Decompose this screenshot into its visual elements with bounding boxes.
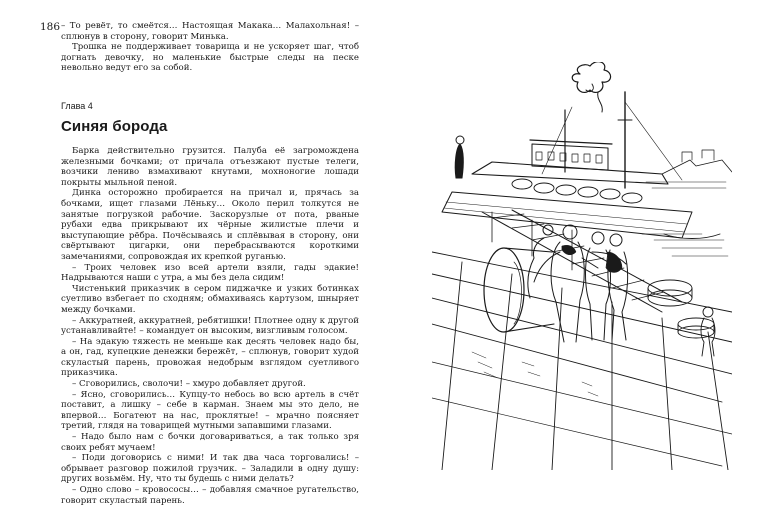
- body-paragraph: – На эдакую тяжесть не меньше как десять человек надо бы, а он, гад, купецкие денежки бережёт, – сплюнув, говорит худой скуластый парень, провожая недобрым взглядом суетливого приказчика.: [61, 336, 359, 379]
- body-paragraph: – Надо было нам с бочки договариваться, а так только зря своих ребят мучаем!: [61, 432, 359, 453]
- chapter-body: [61, 146, 359, 506]
- chapter-title: Синяя борода: [61, 118, 168, 135]
- body-paragraph: Чистенький приказчик в сером пиджачке и узких ботинках суетливо взбегает по сходням; обмахиваясь картузом, шныряет между бочками.: [61, 283, 359, 315]
- body-paragraph: Динка осторожно пробирается на причал и, прячась за бочками, ищет глазами Лёньку… Около перил толкутся не занятые погрузкой рабочие. Заскорузлые от пота, рваные рубахи едва прикрывают их чёрные жилистые плечи и выступающие рёбра. Почёсываясь и сплёвывая в сторону, они свёртывают цигарки, они перебрасываются короткими замечаниями, сопровождая их крепкой руганью.: [61, 188, 359, 262]
- body-paragraph: – Сговорились, сволочи! – хмуро добавляет другой.: [72, 379, 306, 390]
- page-number: 186: [40, 21, 61, 33]
- body-paragraph: – Ясно, сговорились… Купцу-то небось во всю артель в счёт поставит, а лишку – себе в карман. Знаем мы это дело, не впервой… Богатеют на нас, проклятые! – мрачно поясняет третий, глядя на товарищей мутными запавшими глазами.: [61, 389, 359, 432]
- barge-loading-illustration: [432, 62, 732, 470]
- intro-paragraph: – То ревёт, то смеётся… Настоящая Макака… Малахольная! – сплюнув в сторону, говорит Минька.: [61, 21, 359, 42]
- intro-paragraph: Трошка не поддерживает товарища и не ускоряет шаг, чтоб догнать девочку, но маленькие быстрые следы на песке невольно ведут его за собой.: [61, 42, 359, 74]
- chapter-label: Глава 4: [61, 101, 93, 111]
- body-paragraph: – Одно слово – кровососы… – добавляя смачное ругательство, говорит скуластый парень.: [61, 485, 359, 506]
- intro-text: [61, 21, 359, 74]
- body-paragraph: – Аккуратней, аккуратней, ребятишки! Плотнее одну к другой устанавливайте! – командует он высоким, визгливым голосом.: [61, 315, 359, 337]
- body-paragraph: – Троих человек изо всей артели взяли, гады эдакие! Надрываются наши с утра, а мы без дела сидим!: [61, 262, 359, 284]
- body-paragraph: – Поди договорись с ними! И так два часа торговались! – обрывает разговор пожилой грузчик. – Заладили в одну душу: других возьмём. Ну, что ты будешь с ними делать?: [61, 453, 359, 485]
- body-paragraph: Барка действительно грузится. Палуба её загромождена железными бочками; от причала отъезжают пустые телеги, возчики лениво взмахивают кнутами, мохноногие лошади покрыты мыльной пеной.: [61, 146, 359, 188]
